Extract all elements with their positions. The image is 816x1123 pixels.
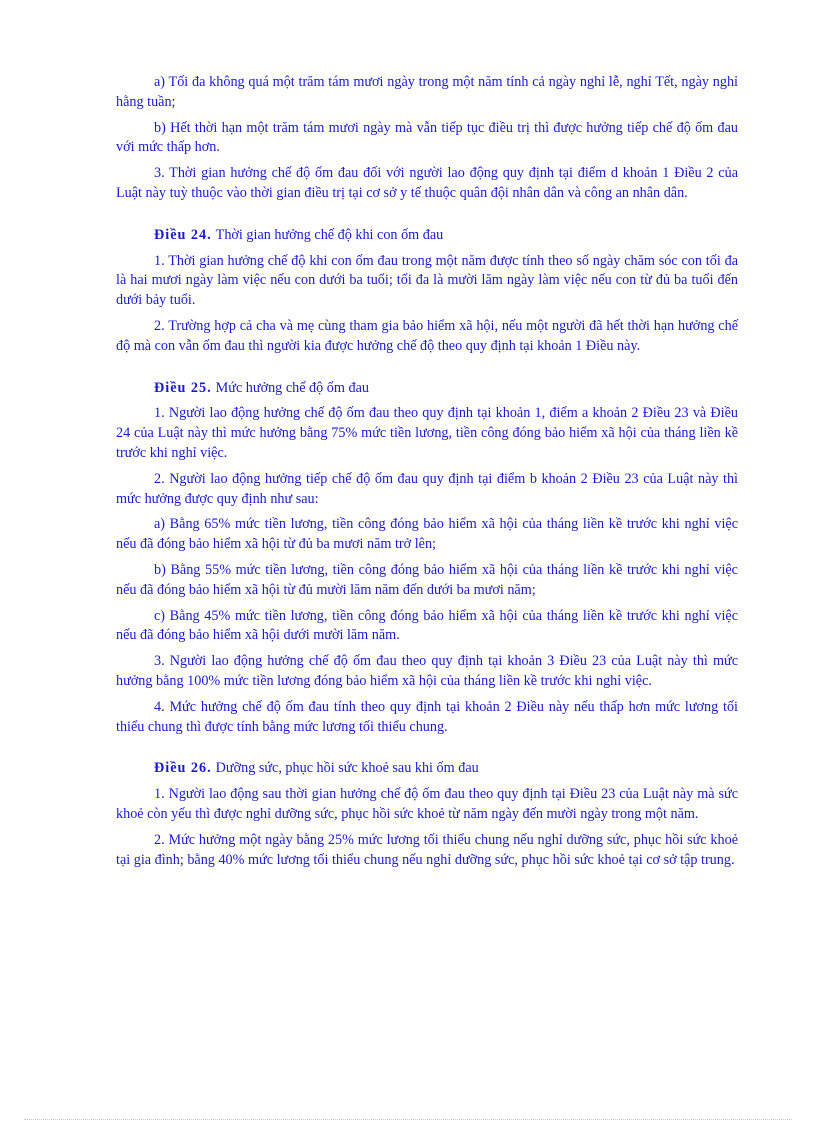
article-24-clause-2: 2. Trường hợp cả cha và mẹ cùng tham gia bảo hiểm xã hội, nếu một người đã hết thời hạn hưởng chế độ mà con vẫn ốm đau thì người kia được hưởng chế độ theo quy định tại khoản 1 Điều này. <box>116 317 738 354</box>
article-26 <box>116 759 738 870</box>
paragraph-intro-b: b) Hết thời hạn một trăm tám mươi ngày mà vẫn tiếp tục điều trị thì được hưởng tiếp chế độ ốm đau với mức thấp hơn. <box>116 119 738 156</box>
article-26-label: Điều 26. <box>154 760 212 777</box>
document-page <box>116 73 738 876</box>
article-25-clause-1: 1. Người lao động hưởng chế độ ốm đau theo quy định tại khoản 1, điểm a khoản 2 Điều 23 và Điều 24 của Luật này thì mức hưởng bằng 75% mức tiền lương, tiền công đóng bảo hiểm xã hội của tháng liền kề trước khi nghỉ việc. <box>116 405 738 461</box>
article-25-item-b: b) Bằng 55% mức tiền lương, tiền công đóng bảo hiểm xã hội của tháng liền kề trước khi nghỉ việc nếu đã đóng bảo hiểm xã hội từ đủ mười lăm năm đến dưới ba mươi năm; <box>116 561 738 598</box>
article-25 <box>116 379 738 738</box>
article-24-label: Điều 24. <box>154 226 212 243</box>
article-24-heading <box>116 226 738 246</box>
article-25-heading <box>116 379 738 399</box>
article-24 <box>116 226 738 357</box>
article-25-label: Điều 25. <box>154 379 212 396</box>
paragraph-intro-a: a) Tối đa không quá một trăm tám mươi ngày trong một năm tính cả ngày nghỉ lễ, nghỉ Tết, ngày nghỉ hằng tuần; <box>116 74 738 110</box>
article-24-clause-1: 1. Thời gian hưởng chế độ khi con ốm đau trong một năm được tính theo số ngày chăm sóc con tối đa là hai mươi ngày làm việc nếu con dưới ba tuổi; tối đa là mười lăm ngày làm việc nếu con từ đủ ba tuổi đến dưới bảy tuổi. <box>116 252 738 309</box>
article-25-clause-4: 4. Mức hưởng chế độ ốm đau tính theo quy định tại khoản 2 Điều này nếu thấp hơn mức lương tối thiểu chung thì được tính bằng mức lương tối thiểu chung. <box>116 698 738 735</box>
page-bottom-divider <box>24 1119 792 1120</box>
article-26-clause-2: 2. Mức hưởng một ngày bằng 25% mức lương tối thiểu chung nếu nghỉ dưỡng sức, phục hồi sức khoẻ tại gia đình; bằng 40% mức lương tối thiểu chung nếu nghỉ dưỡng sức, phục hồi sức khoẻ tại cơ sở tập trung. <box>116 831 738 868</box>
article-25-clause-2: 2. Người lao động hưởng tiếp chế độ ốm đau quy định tại điểm b khoản 2 Điều 23 của Luật này thì mức hưởng được quy định như sau: <box>116 470 738 507</box>
article-25-item-c: c) Bằng 45% mức tiền lương, tiền công đóng bảo hiểm xã hội của tháng liền kề trước khi nghỉ việc nếu đã đóng bảo hiểm xã hội dưới mười lăm năm. <box>116 607 738 644</box>
article-26-title: Dưỡng sức, phục hồi sức khoẻ sau khi ốm đau <box>215 760 479 777</box>
article-25-item-a: a) Bằng 65% mức tiền lương, tiền công đóng bảo hiểm xã hội của tháng liền kề trước khi nghỉ việc nếu đã đóng bảo hiểm xã hội từ đủ ba mươi năm trở lên; <box>116 516 738 553</box>
article-26-heading <box>116 759 738 779</box>
paragraph-intro-3: 3. Thời gian hưởng chế độ ốm đau đối với người lao động quy định tại điểm d khoản 1 Điều 2 của Luật này tuỳ thuộc vào thời gian điều trị tại cơ sở y tế thuộc quân đội nhân dân và công an nhân dân. <box>116 165 738 201</box>
article-25-title: Mức hưởng chế độ ốm đau <box>215 379 369 396</box>
article-25-clause-3: 3. Người lao động hưởng chế độ ốm đau theo quy định tại khoản 3 Điều 23 của Luật này thì mức hưởng bằng 100% mức tiền lương đóng bảo hiểm xã hội của tháng liền kề trước khi nghỉ việc. <box>116 653 738 689</box>
article-24-title: Thời gian hưởng chế độ khi con ốm đau <box>215 226 444 243</box>
article-26-clause-1: 1. Người lao động sau thời gian hưởng chế độ ốm đau theo quy định tại Điều 23 của Luật này mà sức khoẻ còn yếu thì được nghỉ dưỡng sức, phục hồi sức khoẻ từ năm ngày đến mười ngày trong một năm. <box>116 786 738 822</box>
